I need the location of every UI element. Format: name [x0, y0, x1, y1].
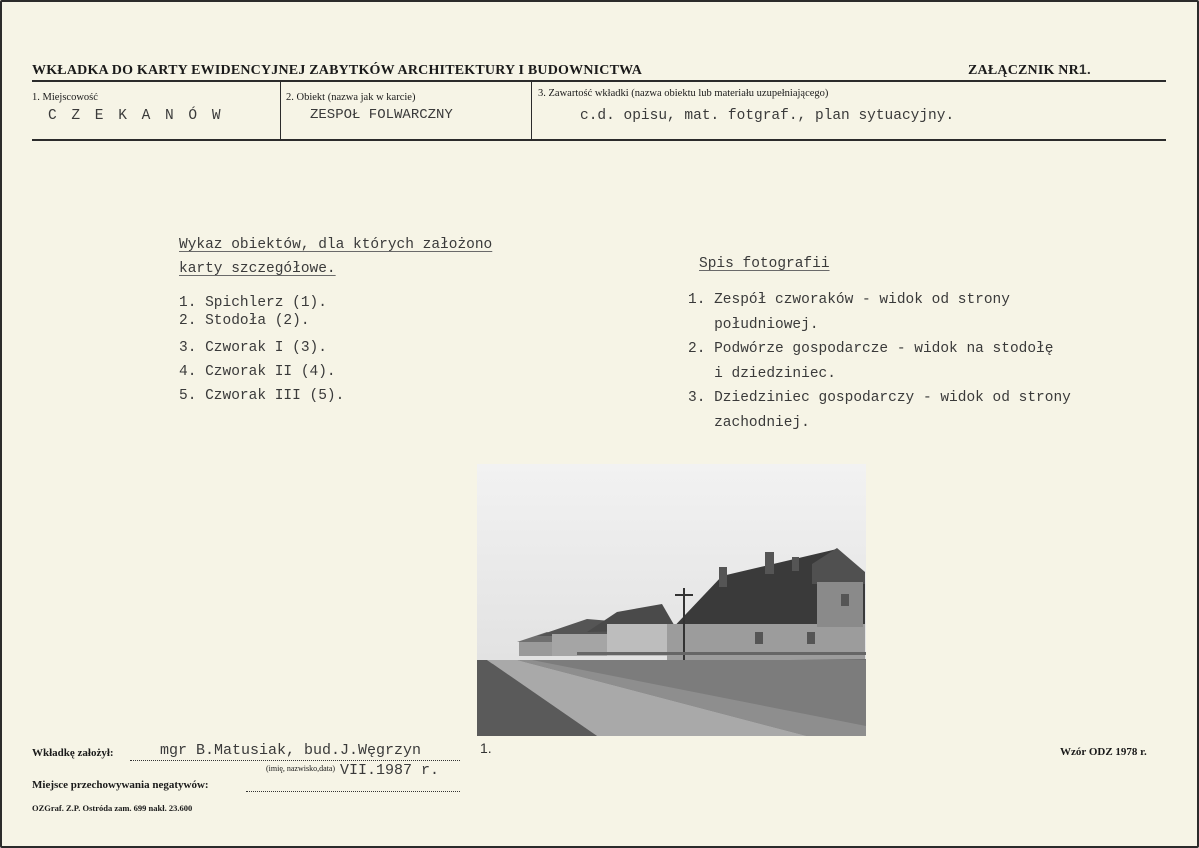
content-value: c.d. opisu, mat. fotgraf., plan sytuacyjny.	[580, 108, 955, 124]
attachment-label	[968, 61, 1091, 79]
object-label: 2. Obiekt (nazwa jak w karcie)	[286, 92, 416, 103]
list-item: 4. Czworak II (4).	[179, 364, 336, 380]
created-by-label: Wkładkę założył:	[32, 747, 114, 759]
list-item: 2. Podwórze gospodarcze - widok na stodołę	[688, 341, 1054, 357]
list-item: 2. Stodoła (2).	[179, 313, 310, 329]
list-item: 1. Spichlerz (1).	[179, 295, 327, 311]
list-item: 1. Zespół czworaków - widok od strony	[688, 292, 1010, 308]
photo-list	[688, 288, 1071, 435]
storage-line	[246, 791, 460, 792]
list-item: 3. Czworak I (3).	[179, 340, 327, 356]
header-rule-top	[32, 80, 1166, 82]
list-item: i dziedziniec.	[688, 365, 836, 382]
locality-value: C Z E K A N Ó W	[48, 108, 224, 124]
created-by-line	[130, 760, 460, 761]
date-value: VII.1987 r.	[340, 762, 440, 779]
attachment-label-text: ZAŁĄCZNIK NR	[968, 63, 1079, 78]
list-item: południowej.	[688, 316, 819, 333]
list-item: 5. Czworak III (5).	[179, 388, 345, 404]
storage-label: Miejsce przechowywania negatywów:	[32, 779, 209, 791]
locality-label: 1. Miejscowość	[32, 92, 98, 103]
photo-list-title: Spis fotografii	[699, 256, 830, 272]
photograph	[477, 464, 866, 736]
attachment-number: 1.	[1078, 61, 1091, 77]
list-item: zachodniej.	[688, 414, 810, 431]
list-item: 3. Dziedziniec gospodarczy - widok od strony	[688, 390, 1071, 406]
form-id: Wzór ODZ 1978 r.	[1060, 746, 1147, 758]
name-hint: (imię, nazwisko,data)	[266, 764, 336, 773]
photo-caption: 1.	[480, 740, 492, 756]
printer-info: OZGraf. Z.P. Ostróda zam. 699 nakł. 23.600	[32, 803, 193, 813]
content-label: 3. Zawartość wkładki (nazwa obiektu lub materiału uzupełniającego)	[538, 88, 829, 99]
created-by-value: mgr B.Matusiak, bud.J.Węgrzyn	[160, 742, 422, 759]
objects-list	[179, 294, 344, 408]
field-divider-1	[280, 82, 281, 140]
objects-list-title-line1: Wykaz obiektów, dla których założono	[179, 237, 493, 253]
photograph-image	[477, 464, 866, 736]
field-divider-2	[531, 82, 532, 140]
form-title: WKŁADKA DO KARTY EWIDENCYJNEJ ZABYTKÓW ARCHITEKTURY I BUDOWNICTWA	[32, 63, 643, 78]
objects-list-title-line2: karty szczegółowe.	[179, 261, 336, 277]
header-rule-bottom	[32, 139, 1166, 141]
object-value: ZESPOŁ FOLWARCZNY	[310, 107, 453, 123]
